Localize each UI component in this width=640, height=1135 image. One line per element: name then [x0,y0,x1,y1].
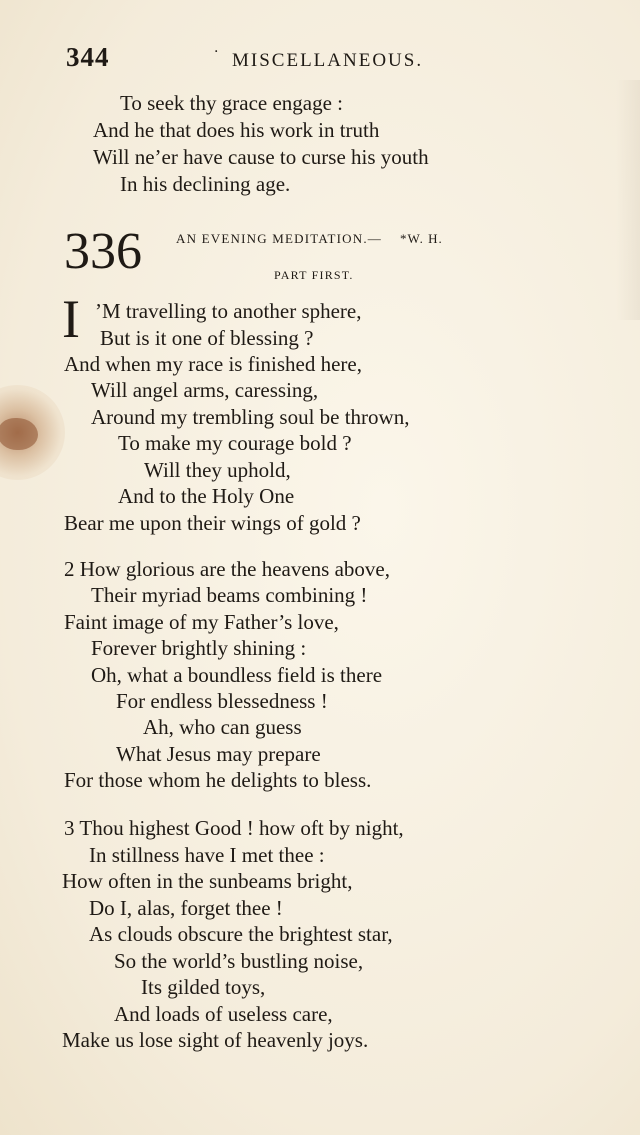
stanza-1-line-6: To make my courage bold ? [118,431,352,455]
stanza-2-line-7: Ah, who can guess [143,715,302,739]
stanza-3-line-6: So the world’s bustling noise, [114,949,364,973]
stanza-1-line-2: But is it one of blessing ? [100,326,314,350]
stanza-3-line-9: Make us lose sight of heavenly joys. [62,1028,369,1052]
stanza-3-line-4: Do I, alas, forget thee ! [89,896,283,920]
stanza-2-line-4: Forever brightly shining : [91,636,307,660]
stanza-3-line-1: 3 Thou highest Good ! how oft by night, [64,816,404,840]
stanza-1-line-8: And to the Holy One [118,484,295,508]
hymn-author: *W. H. [400,231,443,246]
prev-line-1: To seek thy grace engage : [120,91,344,115]
stanza-2-line-9: For those whom he delights to bless. [64,768,372,792]
page-edge-shadow [616,80,640,320]
stanza-1-line-7: Will they uphold, [144,458,291,482]
prev-line-2: And he that does his work in truth [93,118,380,142]
stanza-1-line-3: And when my race is finished here, [64,352,362,376]
stanza-2-line-2: Their myriad beams combining ! [91,583,368,607]
part-label: PART FIRST. [274,268,354,282]
stanza-3-line-2: In stillness have I met thee : [89,843,325,867]
page-stain-core [0,418,38,450]
stanza-1-line-4: Will angel arms, caressing, [91,378,319,402]
stanza-3-line-3: How often in the sunbeams bright, [62,869,353,893]
page-number: 344 [66,42,110,72]
hymn-title: AN EVENING MEDITATION.— [176,231,383,246]
stanza-2-line-8: What Jesus may prepare [116,742,321,766]
hymn-number: 336 [64,223,142,280]
prev-line-4: In his declining age. [120,172,291,196]
stanza-2-line-1: 2 How glorious are the heavens above, [64,557,390,581]
stanza-1-line-9: Bear me upon their wings of gold ? [64,511,361,535]
stanza-3-line-5: As clouds obscure the brightest star, [89,922,393,946]
stanza-3-line-7: Its gilded toys, [141,975,266,999]
stanza-1-line-5: Around my trembling soul be thrown, [91,405,410,429]
stanza-2-line-6: For endless blessedness ! [116,689,328,713]
stanza-2-line-5: Oh, what a boundless field is there [91,663,383,687]
section-title: MISCELLANEOUS. [232,50,424,71]
stanza-1-line-1: ’M travelling to another sphere, [95,299,362,323]
stanza-2-line-3: Faint image of my Father’s love, [64,610,339,634]
drop-cap: I [62,289,80,349]
stanza-3-line-8: And loads of useless care, [114,1002,333,1026]
header-dot: · [214,44,219,60]
prev-line-3: Will ne’er have cause to curse his youth [93,145,429,169]
